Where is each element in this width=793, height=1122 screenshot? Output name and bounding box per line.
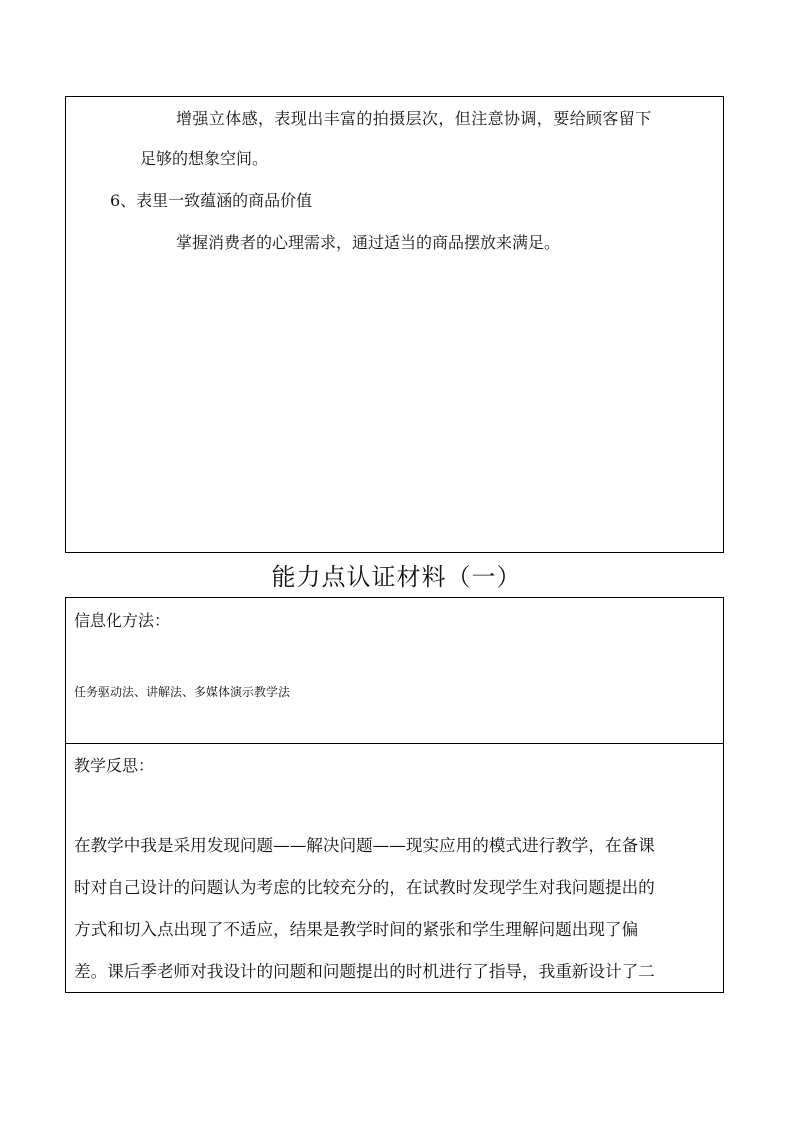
- reflection-box: [65, 743, 724, 993]
- text-line-2: 足够的想象空间。: [140, 149, 269, 168]
- text-line-4: 掌握消费者的心理需求，通过适当的商品摆放来满足。: [176, 233, 561, 252]
- info-method-value: 任务驱动法、讲解法、多媒体演示教学法: [74, 685, 291, 699]
- reflection-line-1: 在教学中我是采用发现问题——解决问题——现实应用的模式进行教学，在备课: [74, 836, 655, 855]
- info-method-box: [65, 597, 724, 744]
- reflection-line-2: 时对自己设计的问题认为考虑的比较充分的，在试教时发现学生对我问题提出的: [74, 878, 655, 897]
- content-box-top: [65, 96, 724, 553]
- reflection-label: 教学反思：: [74, 756, 155, 775]
- text-line-3: 6、表里一致蕴涵的商品价值: [110, 191, 313, 210]
- reflection-line-4: 差。课后季老师对我设计的问题和问题提出的时机进行了指导，我重新设计了二: [74, 962, 655, 981]
- page-title: 能力点认证材料（一）: [271, 563, 522, 591]
- info-method-label: 信息化方法：: [74, 611, 171, 630]
- text-line-1: 增强立体感，表现出丰富的拍摄层次，但注意协调，要给顾客留下: [176, 109, 652, 128]
- reflection-line-3: 方式和切入点出现了不适应，结果是教学时间的紧张和学生理解问题出现了偏: [74, 920, 639, 939]
